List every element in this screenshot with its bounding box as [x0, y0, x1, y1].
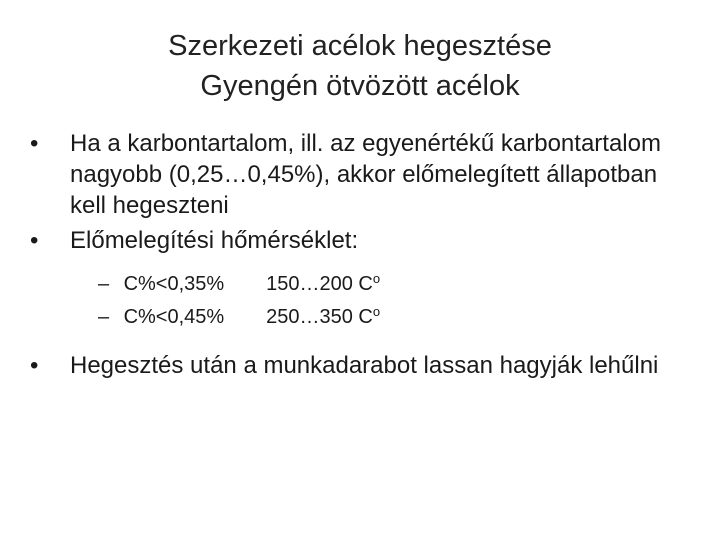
bullet-marker: • — [30, 227, 39, 254]
title-line-1: Szerkezeti acélok hegesztése — [168, 30, 552, 62]
sub-bullet-marker: – — [98, 306, 110, 328]
slide-body — [30, 128, 690, 385]
preheat-row — [30, 268, 690, 301]
bullet-marker: • — [30, 352, 39, 379]
temperature-value: 250…350 C — [266, 306, 373, 328]
bullet-text: Előmelegítési hőmérséklet: — [70, 227, 359, 254]
bullet-text: Hegesztés után a munkadarabot lassan hagyják lehűlni — [70, 352, 659, 379]
title-line-2: Gyengén ötvözött acélok — [200, 70, 520, 102]
bullet-preheat-temperature — [30, 225, 690, 256]
carbon-condition: C%<0,35% — [123, 273, 225, 295]
sub-bullet-marker: – — [98, 273, 110, 295]
preheat-row — [30, 301, 690, 334]
temperature-value: 150…200 C — [266, 273, 373, 295]
bullet-carbon-content — [30, 128, 690, 221]
preheat-list — [30, 268, 690, 334]
bullet-marker: • — [30, 130, 39, 157]
degree-sup: o — [372, 304, 381, 319]
slide-title — [40, 26, 680, 106]
carbon-condition: C%<0,45% — [123, 306, 225, 328]
bullet-text: Ha a karbontartalom, ill. az egyenértékű karbontartalom nagyobb (0,25…0,45%), akkor előmelegített állapotban kell hegeszteni — [70, 130, 661, 219]
preheat-temperature — [266, 301, 380, 334]
degree-sup: o — [372, 271, 381, 286]
preheat-temperature — [266, 268, 380, 301]
bullet-slow-cooling — [30, 350, 690, 381]
